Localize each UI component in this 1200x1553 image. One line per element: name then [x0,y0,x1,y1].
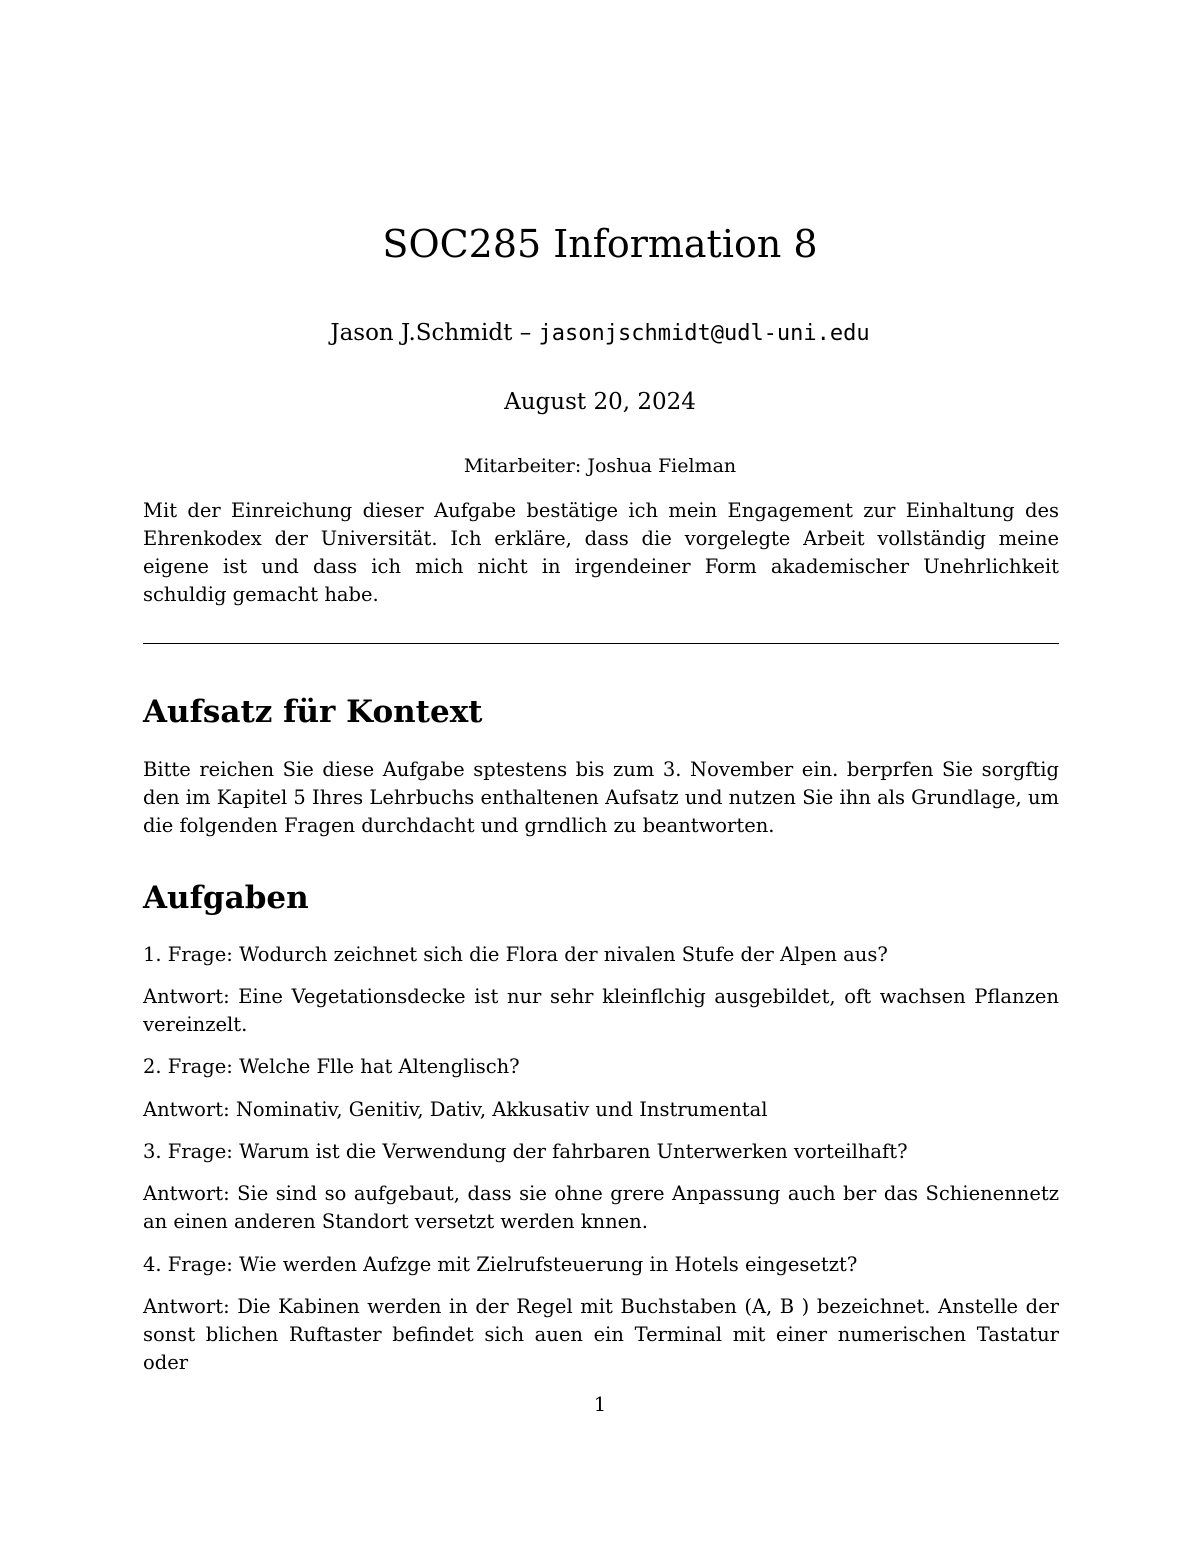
answer-4: Antwort: Die Kabinen werden in der Regel mit Buchstaben (A, B ) bezeichnet. Anstelle der sonst blichen Ruftaster befindet sich auen ein Terminal mit einer numerischen Tastatur oder [143,1295,1059,1374]
document-date: August 20, 2024 [504,389,696,415]
author-name: Jason J.Schmidt [330,320,513,346]
author-email: jasonjschmidt@udl-uni.edu [538,321,870,346]
page-number: 1 [593,1393,607,1416]
document-title: SOC285 Information 8 [382,222,818,266]
author-separator: – [512,320,539,346]
author-line [0,320,1200,346]
horizontal-rule [143,643,1059,644]
section-heading-context: Aufsatz für Kontext [143,694,483,730]
question-3: 3. Frage: Warum ist die Verwendung der fahrbaren Unterwerken vorteilhaft? [143,1140,908,1163]
answer-2: Antwort: Nominativ, Genitiv, Dativ, Akkusativ und Instrumental [143,1098,768,1121]
section-heading-tasks: Aufgaben [143,880,309,916]
context-paragraph: Bitte reichen Sie diese Aufgabe sptestens bis zum 3. November ein. berprfen Sie sorgftig den im Kapitel 5 Ihres Lehrbuchs enthaltenen Aufsatz und nutzen Sie ihn als Grundlage, um die folgenden Fragen durchdacht und grndlich zu beantworten. [143,758,1059,837]
answer-3: Antwort: Sie sind so aufgebaut, dass sie ohne grere Anpassung auch ber das Schienennetz an einen anderen Standort versetzt werden knnen. [143,1182,1059,1233]
question-4: 4. Frage: Wie werden Aufzge mit Zielrufsteuerung in Hotels eingesetzt? [143,1253,858,1276]
question-1: 1. Frage: Wodurch zeichnet sich die Flora der nivalen Stufe der Alpen aus? [143,943,888,966]
answer-1: Antwort: Eine Vegetationsdecke ist nur sehr kleinflchig ausgebildet, oft wachsen Pflanzen vereinzelt. [143,985,1059,1036]
honor-statement: Mit der Einreichung dieser Aufgabe bestätige ich mein Engagement zur Einhaltung des Ehrenkodex der Universität. Ich erkläre, dass die vorgelegte Arbeit vollständig meine eigene ist und dass ich mich nicht in irgendeiner Form akademischer Unehrlichkeit schuldig gemacht habe. [143,499,1059,606]
question-2: 2. Frage: Welche Flle hat Altenglisch? [143,1055,520,1078]
collaborator-line: Mitarbeiter: Joshua Fielman [463,455,737,477]
